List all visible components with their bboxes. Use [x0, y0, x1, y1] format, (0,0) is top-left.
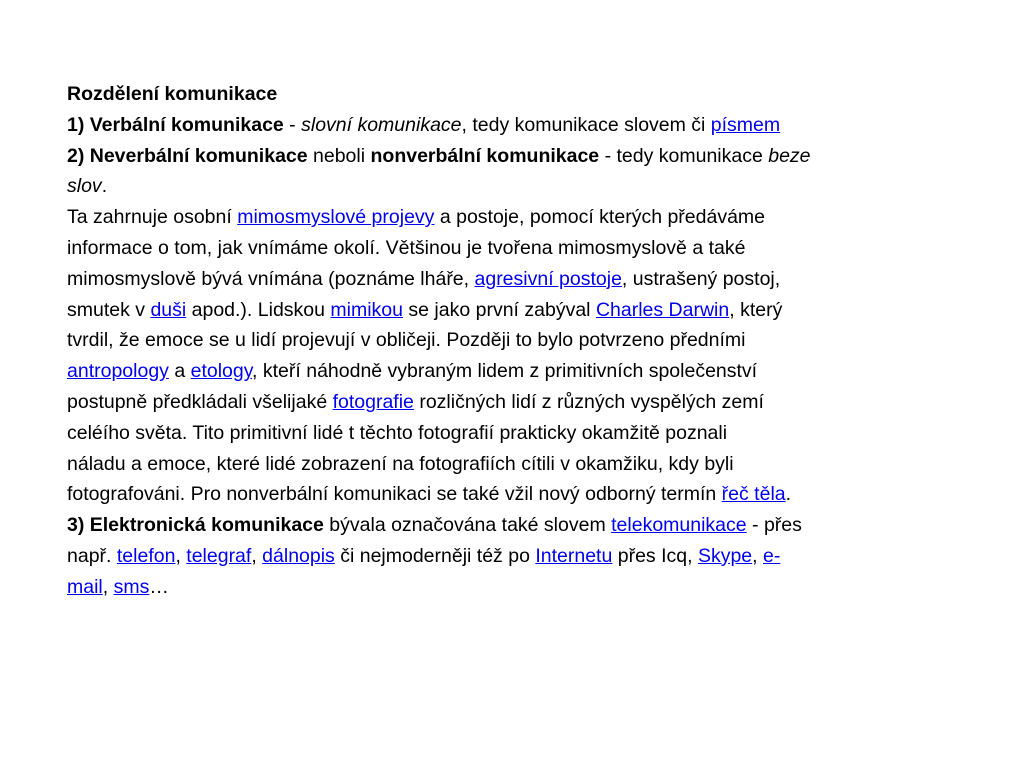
body-text: . — [785, 483, 792, 506]
verbal-text: , tedy komunikace slovem či — [461, 113, 711, 136]
body-text: mimosmyslově bývá vnímána (poznáme lháře, — [67, 267, 475, 290]
body-line-7 — [67, 387, 947, 418]
link-email-cont[interactable]: mail — [67, 575, 103, 598]
body-text: tvrdil, že emoce se u lidí projevují v obličeji. Později to bylo potvrzeno předními — [67, 329, 746, 352]
link-antropology[interactable]: antropology — [67, 360, 169, 383]
nonverbal-label: 2) Neverbální komunikace — [67, 144, 308, 167]
separator: , — [102, 575, 114, 598]
electronic-label: 3) Elektronická komunikace — [67, 514, 324, 537]
link-dalnopis[interactable]: dálnopis — [262, 544, 335, 567]
body-line-3 — [67, 264, 947, 295]
verbal-label: 1) Verbální komunikace — [67, 113, 284, 136]
link-sms[interactable]: sms — [113, 575, 150, 598]
link-mimosmyslove-projevy[interactable]: mimosmyslové projevy — [237, 206, 435, 229]
body-text: Ta zahrnuje osobní — [67, 206, 238, 229]
link-internetu[interactable]: Internetu — [535, 544, 613, 567]
electronic-text: např. — [67, 544, 117, 567]
body-text: se jako první zabýval — [403, 298, 596, 321]
body-text: smutek v — [67, 298, 151, 321]
separator: , — [175, 544, 187, 567]
verbal-term: slovní komunikace — [301, 113, 462, 136]
body-text: rozličných lidí z různých vyspělých zemí — [413, 390, 764, 413]
link-agresivni-postoje[interactable]: agresivní postoje — [474, 267, 622, 290]
body-line-5 — [67, 325, 947, 356]
body-text: , ustrašený postoj, — [621, 267, 781, 290]
link-telegraf[interactable]: telegraf — [186, 544, 252, 567]
body-line-2 — [67, 233, 947, 264]
body-text: celéího světa. Tito primitivní lidé t těchto fotografií prakticky okamžitě poznali — [67, 421, 728, 444]
heading: Rozdělení komunikace — [67, 83, 278, 105]
body-text: apod.). Lidskou — [186, 298, 331, 321]
body-line-4 — [67, 295, 947, 326]
link-mimikou[interactable]: mimikou — [330, 298, 403, 321]
nonverbal-text: - tedy komunikace — [599, 144, 769, 167]
electronic-text: přes Icq, — [612, 544, 698, 567]
link-dusi[interactable]: duši — [150, 298, 187, 321]
nonverbal-line — [67, 141, 947, 172]
body-line-1 — [67, 202, 947, 233]
verbal-line — [67, 110, 947, 141]
body-text: , kteří náhodně vybraným lidem z primitivních společenství — [252, 360, 758, 383]
electronic-line-1 — [67, 510, 947, 541]
link-telekomunikace[interactable]: telekomunikace — [611, 514, 747, 537]
ellipsis: … — [149, 575, 169, 598]
link-email[interactable]: e- — [763, 544, 781, 567]
separator: , — [752, 544, 763, 567]
body-text: postupně předkládali všelijaké — [67, 390, 333, 413]
slide-text — [67, 79, 947, 603]
link-etology[interactable]: etology — [190, 360, 253, 383]
nonverbal-label-2: nonverbální komunikace — [370, 144, 600, 167]
link-skype[interactable]: Skype — [697, 544, 753, 567]
link-telefon[interactable]: telefon — [116, 544, 176, 567]
electronic-line-2 — [67, 541, 947, 572]
body-text: a — [168, 360, 191, 383]
nonverbal-term-b: slov — [67, 175, 102, 198]
electronic-text: bývala označována také slovem — [323, 514, 612, 537]
verbal-dash: - — [283, 113, 302, 136]
electronic-line-3 — [67, 572, 947, 603]
body-text: informace o tom, jak vnímáme okolí. Většinou je tvořena mimosmyslově a také — [67, 236, 746, 259]
body-line-6 — [67, 356, 947, 387]
electronic-text: či nejmoderněji též po — [334, 544, 536, 567]
nonverbal-term-a: beze — [768, 144, 811, 167]
link-rec-tela[interactable]: řeč těla — [721, 483, 786, 506]
body-line-10 — [67, 479, 947, 510]
separator: , — [251, 544, 263, 567]
body-line-9 — [67, 449, 947, 480]
link-pismem[interactable]: písmem — [710, 113, 781, 136]
electronic-text: - přes — [746, 514, 802, 537]
body-text: fotografováni. Pro nonverbální komunikaci se také vžil nový odborný termín — [67, 483, 722, 506]
body-text: náladu a emoce, které lidé zobrazení na fotografiích cítili v okamžiku, kdy byli — [67, 452, 734, 475]
nonverbal-neboli: neboli — [307, 144, 371, 167]
body-text: , který — [729, 298, 783, 321]
link-fotografie[interactable]: fotografie — [332, 390, 414, 413]
body-text: a postoje, pomocí kterých předáváme — [434, 206, 766, 229]
nonverbal-end: . — [101, 175, 108, 198]
body-line-8 — [67, 418, 947, 449]
nonverbal-line-2 — [67, 171, 947, 202]
link-charles-darwin[interactable]: Charles Darwin — [595, 298, 730, 321]
